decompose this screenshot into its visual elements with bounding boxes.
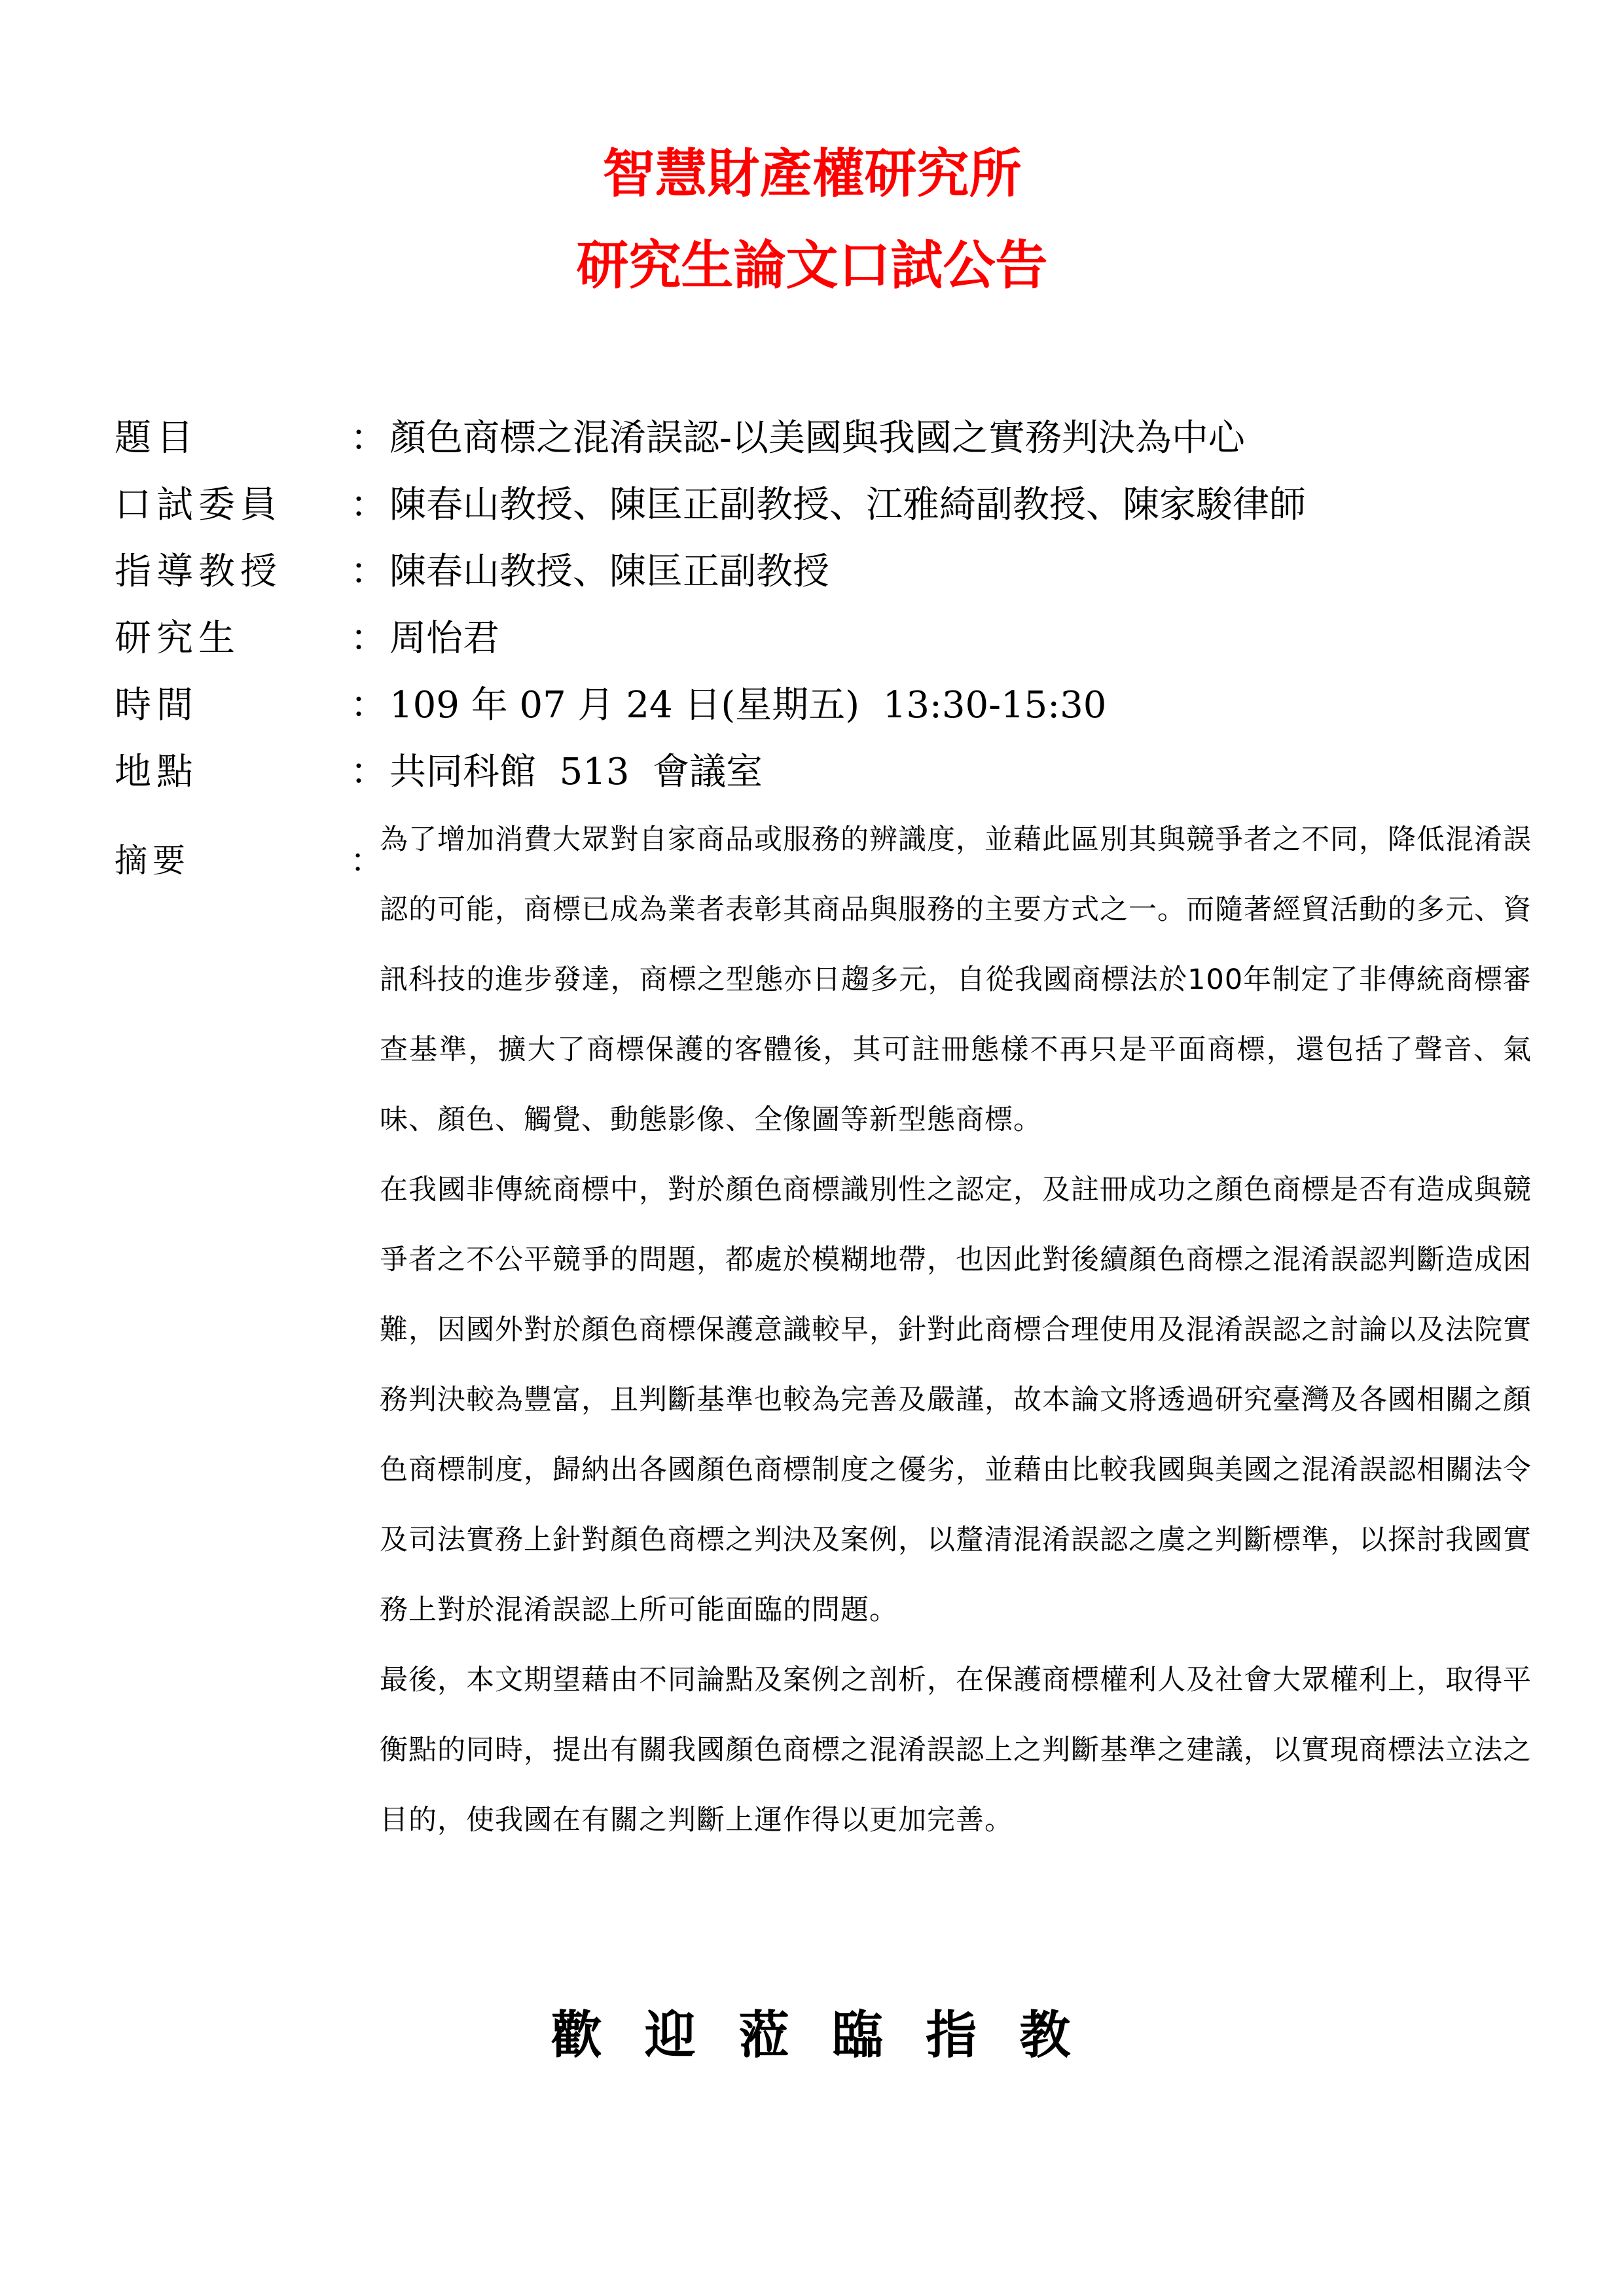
info-label-location: 地點 (115, 751, 198, 793)
info-value-location (350, 740, 763, 805)
info-row-location (0, 740, 1624, 805)
info-colon: ： (350, 417, 387, 459)
welcome-message: 歡 迎 蒞 臨 指 教 (550, 2005, 1074, 2065)
info-row-time (0, 673, 1624, 738)
student-name: 周怡君 (389, 617, 499, 660)
defense-time: 109 年 07 月 24 日(星期五) 13:30-15:30 (389, 684, 1107, 726)
info-row-committee (0, 473, 1624, 538)
info-value-advisor (350, 539, 829, 605)
info-label-student: 研究生 (115, 617, 240, 660)
abstract-colon: ： (350, 842, 383, 880)
abstract-paragraph: 在我國非傳統商標中，對於顏色商標識別性之認定，及註冊成功之顏色商標是否有造成與競爭者之不公平競爭的問題，都處於模糊地帶，也因此對後續顏色商標之混淆誤認判斷造成困難，因國外對於顏色商標保護意識較早，針對此商標合理使用及混淆誤認之討論以及法院實務判決較為豐富，且判斷基準也較為完善及嚴謹，故本論文將透過研究臺灣及各國相關之顏色商標制度，歸納出各國顏色商標制度之優劣，並藉由比較我國與美國之混淆誤認相關法令及司法實務上針對顏色商標之判決及案例，以釐清混淆誤認之虞之判斷標準，以探討我國實務上對於混淆誤認上所可能面臨的問題。 (380, 1174, 1532, 1626)
info-value-committee (350, 473, 1306, 538)
info-colon: ： (350, 751, 387, 793)
info-colon: ： (350, 484, 387, 526)
advisors: 陳春山教授、陳匡正副教授 (389, 550, 829, 593)
info-value-time (350, 673, 1106, 738)
thesis-title: 顏色商標之混淆誤認-以美國與我國之實務判決為中心 (389, 417, 1245, 459)
info-colon: ： (350, 550, 387, 593)
info-colon: ： (350, 617, 387, 660)
info-row-topic (0, 406, 1624, 471)
institute-title: 智慧財產權研究所 (602, 143, 1022, 204)
info-colon: ： (350, 684, 387, 726)
info-value-topic (350, 406, 1245, 471)
info-label-topic: 題目 (115, 417, 198, 459)
announcement-title: 研究生論文口試公告 (576, 234, 1048, 296)
info-label-advisor: 指導教授 (115, 550, 282, 593)
committee-members: 陳春山教授、陳匡正副教授、江雅綺副教授、陳家駿律師 (389, 484, 1306, 526)
abstract-label: 摘要 (115, 842, 190, 880)
info-row-student (0, 606, 1624, 672)
abstract-paragraph: 最後，本文期望藉由不同論點及案例之剖析，在保護商標權利人及社會大眾權利上，取得平衡點的同時，提出有關我國顏色商標之混淆誤認上之判斷基準之建議，以實現商標法立法之目的，使我國在有關之判斷上運作得以更加完善。 (380, 1664, 1532, 1837)
abstract-body (380, 805, 1532, 1856)
defense-location: 共同科館 513 會議室 (389, 751, 763, 793)
info-row-advisor (0, 539, 1624, 605)
info-label-committee: 口試委員 (115, 484, 282, 526)
abstract-paragraph: 為了增加消費大眾對自家商品或服務的辨識度，並藉此區別其與競爭者之不同，降低混淆誤認的可能，商標已成為業者表彰其商品與服務的主要方式之一。而隨著經貿活動的多元、資訊科技的進步發達，商標之型態亦日趨多元，自從我國商標法於100年制定了非傳統商標審查基準，擴大了商標保護的客體後，其可註冊態樣不再只是平面商標，還包括了聲音、氣味、顏色、觸覺、動態影像、全像圖等新型態商標。 (380, 823, 1532, 1136)
info-label-time: 時間 (115, 684, 198, 726)
info-value-student (350, 606, 499, 672)
